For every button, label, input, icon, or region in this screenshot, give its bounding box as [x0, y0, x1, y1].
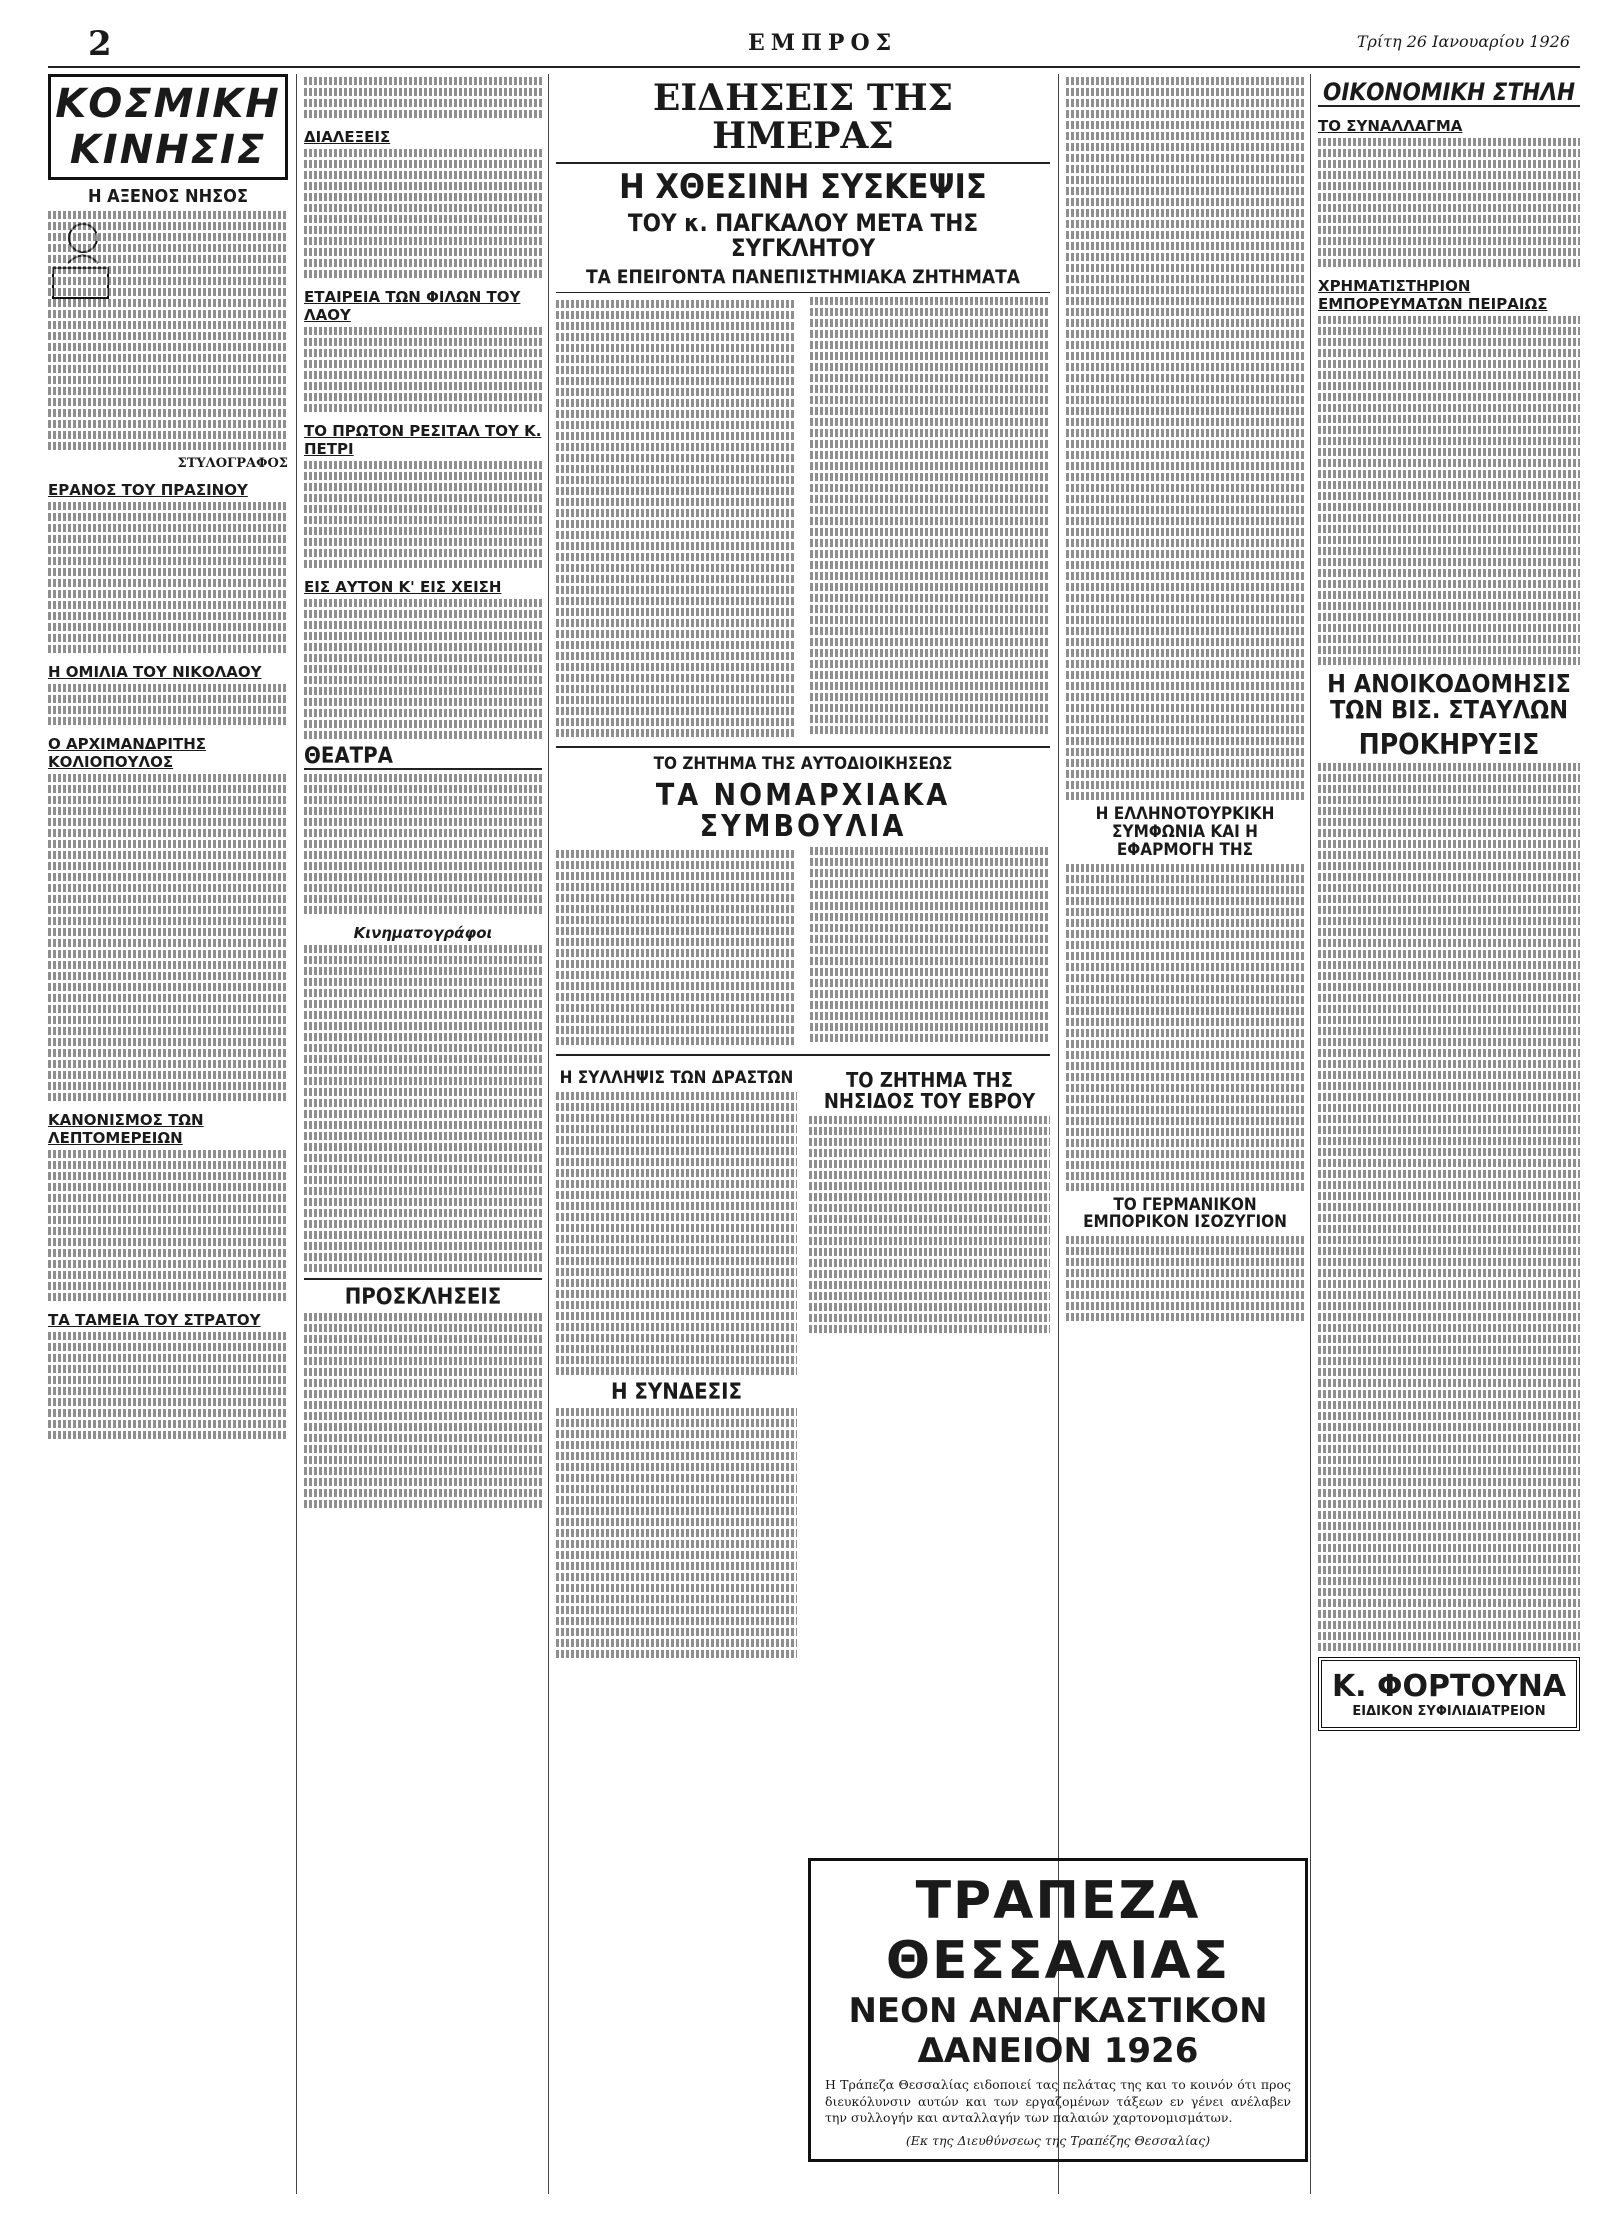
- main-deck: ΤΑ ΕΠΕΙΓΟΝΤΑ ΠΑΝΕΠΙΣΤΗΜΙΑΚΑ ΖΗΤΗΜΑΤΑ: [556, 268, 1050, 293]
- page-number: 2: [88, 24, 112, 64]
- section-banner-title: ΚΟΣΜΙΚΗ ΚΙΝΗΣΙΣ: [55, 81, 281, 173]
- subheading: ΤΟ ΣΥΝΑΛΛΑΓΜΑ: [1318, 117, 1463, 136]
- ad-footer: (Εκ της Διευθύνσεως της Τραπέζης Θεσσαλίας): [905, 2132, 1211, 2148]
- column-rule: [548, 74, 549, 2194]
- subheading: ΕΡΑΝΟΣ ΤΟΥ ΠΡΑΣΙΝΟΥ: [48, 480, 248, 499]
- section-title: ΟΙΚΟΝΟΜΙΚΗ ΣΤΗΛΗ: [1318, 80, 1580, 107]
- body-text-block: [304, 149, 542, 278]
- section-title: ΕΙΔΗΣΕΙΣ ΤΗΣ ΗΜΕΡΑΣ: [556, 80, 1050, 164]
- subheading: ΔΙΑΛΕΞΕΙΣ: [304, 128, 391, 146]
- mid-article-body: [556, 847, 1050, 1047]
- column-6: [1318, 74, 1580, 2194]
- body-text-block: [304, 77, 542, 118]
- subheading: ΧΡΗΜΑΤΙΣΤΗΡΙΟΝ ΕΜΠΟΡΕΥΜΑΤΩΝ ΠΕΙΡΑΙΩΣ: [1318, 277, 1548, 314]
- card-name: Κ. ΦΟΡΤΟΥΝΑ: [1331, 1669, 1567, 1705]
- section-heading: ΘΕΑΤΡΑ: [304, 745, 542, 770]
- stables-headline-2: ΠΡΟΚΗΡΥΞΙΣ: [1358, 727, 1540, 761]
- column-2: [304, 74, 542, 2194]
- body-text-block: [48, 774, 288, 1101]
- subheading: ΚΑΝΟΝΙΣΜΟΣ ΤΩΝ ΛΕΠΤΟΜΕΡΕΙΩΝ: [48, 1110, 204, 1147]
- subheading-agreement: Η ΕΛΛΗΝΟΤΟΥΡΚΙΚΗ ΣΥΜΦΩΝΙΑ ΚΑΙ Η ΕΦΑΡΜΟΓΗ ΤΗΣ: [1095, 804, 1275, 860]
- subheading: ΕΤΑΙΡΕΙΑ ΤΩΝ ΦΙΛΩΝ ΤΟΥ ΛΑΟΥ: [304, 288, 521, 324]
- subheading: Κινηματογράφοι: [353, 924, 493, 943]
- ad-title: ΤΡΑΠΕΖΑ ΘΕΣΣΑΛΙΑΣ: [885, 1871, 1231, 1991]
- body-text-block: [1318, 763, 1580, 1651]
- issue-date: Τρίτη 26 Ιανουαρίου 1926: [1356, 32, 1570, 51]
- body-text-block: [304, 945, 542, 1272]
- lower-articles: [556, 1064, 1050, 1664]
- article-headline: Η ΑΞΕΝΟΣ ΝΗΣΟΣ: [87, 186, 249, 207]
- stables-headline: Η ΑΝΟΙΚΟΔΟΜΗΣΙΣ ΤΩΝ ΒΙΣ. ΣΤΑΥΛΩΝ: [1327, 669, 1571, 725]
- body-text-block: [304, 461, 542, 568]
- newspaper-page: [48, 18, 1580, 2208]
- body-text-block: [304, 327, 542, 412]
- main-subheadline: ΤΟΥ κ. ΠΑΓΚΑΛΟΥ ΜΕΤΑ ΤΗΣ ΣΥΓΚΛΗΤΟΥ: [627, 209, 979, 263]
- body-text-block: [304, 1313, 542, 1508]
- body-text-block: [48, 1332, 288, 1439]
- ad-subtitle: ΝΕΟΝ ΑΝΑΓΚΑΣΤΙΚΟΝ ΔΑΝΕΙΟΝ 1926: [848, 1991, 1268, 2071]
- ad-body: Η Τράπεζα Θεσσαλίας ειδοποιεί τας πελάτας της και το κοινόν ότι προς διευκόλυνσιν αυτών και των εργαζομένων τάξεων εν γένει ανέλαβεν την συλλογήν και ανταλλαγήν των παλαιών χαρτονομισμάτων.: [825, 2077, 1291, 2125]
- body-text-block: [556, 1408, 797, 1658]
- body-text-block: [1318, 138, 1580, 267]
- doctor-advertisement: [1318, 1657, 1580, 1731]
- body-text-block: [48, 211, 288, 450]
- lower-left-sub: Η ΣΥΝΔΕΣΙΣ: [610, 1380, 743, 1406]
- mid-headline: ΤΟ ΖΗΤΗΜΑ ΤΗΣ ΑΥΤΟΔΙΟΙΚΗΣΕΩΣ: [653, 754, 953, 775]
- mid-title: ΤΑ ΝΟΜΑΡΧΙΑΚΑ ΣΥΜΒΟΥΛΙΑ: [655, 777, 951, 845]
- subheading: Η ΟΜΙΛΙΑ ΤΟΥ ΝΙΚΟΛΑΟΥ: [48, 662, 262, 681]
- paper-name: ΕΜΠΡΟΣ: [748, 30, 898, 56]
- card-subtitle: ΕΙΔΙΚΟΝ ΣΥΦΙΛΙΔΙΑΤΡΕΙΟΝ: [1352, 1704, 1546, 1720]
- subheading: Ο ΑΡΧΙΜΑΝΔΡΙΤΗΣ ΚΟΛΙΟΠΟΥΛΟΣ: [48, 734, 207, 771]
- main-headline: Η ΧΘΕΣΙΝΗ ΣΥΣΚΕΨΙΣ: [619, 166, 987, 207]
- section-banner: [48, 74, 288, 180]
- body-text-block: [304, 599, 542, 739]
- lower-right-title: ΤΟ ΖΗΤΗΜΑ ΤΗΣ ΝΗΣΙΔΟΣ ΤΟΥ ΕΒΡΟΥ: [823, 1068, 1036, 1114]
- lower-left-title: Η ΣΥΛΛΗΨΙΣ ΤΩΝ ΔΡΑΣΤΩΝ: [559, 1068, 794, 1089]
- section-heading: ΠΡΟΣΚΛΗΣΕΙΣ: [304, 1278, 542, 1309]
- subheading: ΕΙΣ ΑΥΤΟΝ Κ' ΕΙΣ ΧΕΙΣΗ: [304, 578, 502, 596]
- body-text-block: [1066, 864, 1304, 1191]
- body-text-block: [48, 1150, 288, 1301]
- body-text-block: [1066, 1236, 1304, 1321]
- body-text-block: [556, 1092, 797, 1375]
- main-article-body: [556, 297, 1050, 739]
- body-text-block: [809, 1116, 1050, 1333]
- subheading-german-trade: ΤΟ ΓΕΡΜΑΝΙΚΟΝ ΕΜΠΟΡΙΚΟΝ ΙΣΟΖΥΓΙΟΝ: [1083, 1194, 1287, 1233]
- body-text-block: [1318, 316, 1580, 665]
- column-rule: [1310, 74, 1311, 2194]
- column-5: [1066, 74, 1304, 2194]
- subheading: ΤΑ ΤΑΜΕΙΑ ΤΟΥ ΣΤΡΑΤΟΥ: [48, 1310, 261, 1329]
- column-rule: [296, 74, 297, 2194]
- body-text-block: [48, 684, 288, 725]
- body-text-block: [1066, 77, 1304, 800]
- column-1: [48, 74, 288, 2194]
- body-text-block: [48, 502, 288, 653]
- article-signature: ΣΤΥΛΟΓΡΑΦΟΣ: [177, 455, 288, 471]
- masthead: [48, 18, 1580, 68]
- subheading: ΤΟ ΠΡΩΤΟΝ ΡΕΣΙΤΑΛ ΤΟΥ Κ. ΠΕΤΡΙ: [304, 422, 542, 458]
- body-text-block: [304, 774, 542, 914]
